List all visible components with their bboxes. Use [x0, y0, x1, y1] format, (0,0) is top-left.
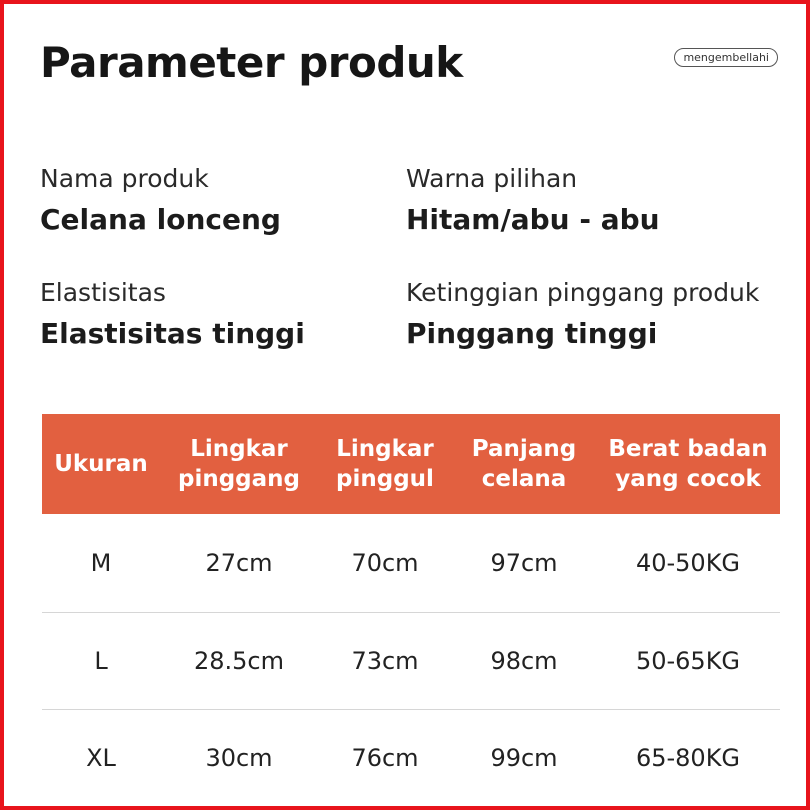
cell-weight: 40-50KG: [596, 514, 780, 613]
param-value: Elastisitas tinggi: [40, 317, 305, 350]
param-label: Elastisitas: [40, 278, 166, 307]
size-table: [42, 414, 780, 806]
param-color-options: [406, 162, 785, 240]
param-waist-height: [406, 276, 785, 354]
cell-waist: 30cm: [205, 744, 273, 772]
table-row: [42, 710, 780, 807]
header-line: yang cocok: [615, 466, 761, 492]
size-table-header: [42, 414, 780, 514]
param-elasticity: [40, 276, 406, 354]
table-row: [42, 613, 780, 710]
header-waist: [160, 414, 318, 514]
cell-waist: 28.5cm: [160, 613, 318, 710]
param-value: Hitam/abu - abu: [406, 203, 660, 236]
cell-weight: 65-80KG: [635, 744, 741, 772]
table-row: [42, 514, 780, 613]
cell-length: 98cm: [452, 613, 596, 710]
header-hip: [318, 414, 452, 514]
cell-weight: 50-65KG: [596, 613, 780, 710]
param-product-name: [40, 162, 406, 240]
header-line: Lingkar: [190, 436, 288, 462]
header-line: Ukuran: [54, 451, 148, 477]
param-label: Warna pilihan: [406, 164, 578, 193]
cell-size: M: [42, 514, 160, 613]
cell-hip: 70cm: [318, 514, 452, 613]
header-line: pinggul: [336, 466, 434, 492]
cell-hip: 76cm: [351, 744, 419, 772]
cell-size: L: [42, 613, 160, 710]
brand-badge: mengembellahi: [674, 48, 778, 67]
cell-hip: 73cm: [318, 613, 452, 710]
header-weight: [596, 414, 780, 514]
header-size: [42, 414, 160, 514]
header-line: Lingkar: [336, 436, 434, 462]
cell-waist: 27cm: [160, 514, 318, 613]
page-title: Parameter produk: [40, 38, 463, 87]
cell-size: XL: [86, 744, 116, 772]
header-line: pinggang: [177, 466, 300, 492]
header-line: Panjang: [471, 436, 577, 462]
cell-length: 97cm: [452, 514, 596, 613]
cell-length: 99cm: [490, 744, 558, 772]
param-value: Pinggang tinggi: [406, 317, 658, 350]
parameter-grid: [40, 162, 785, 354]
param-label: Ketinggian pinggang produk: [406, 278, 760, 307]
param-label: Nama produk: [40, 164, 209, 193]
header-length: [452, 414, 596, 514]
header-line: celana: [481, 466, 567, 492]
header-line: Berat badan: [608, 436, 768, 462]
param-value: Celana lonceng: [40, 203, 281, 236]
